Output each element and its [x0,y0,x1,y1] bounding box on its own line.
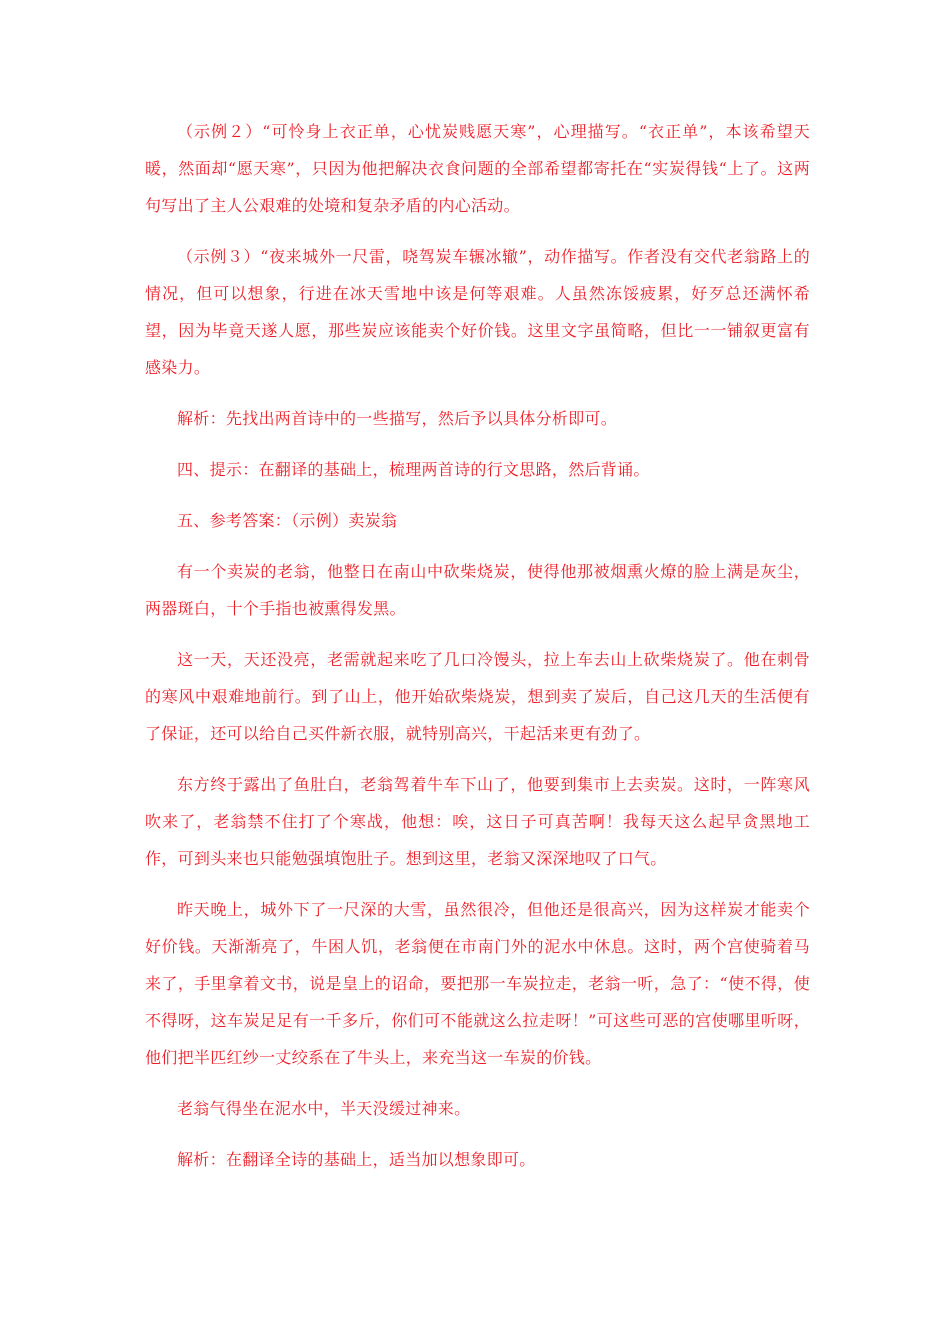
paragraph-story-3: 东方终于露出了鱼肚白，老翁驾着牛车下山了，他要到集市上去卖炭。这时，一阵寒风吹来了，老翁禁不住打了个寒战，他想：唉，这日子可真苦啊！我每天这么起早贪黑地工作，可到头来也只能勉强填饱肚子。想到这里，老翁又深深地叹了口气。 [145,775,810,868]
paragraph-answer-5-heading: 五、参考答案：（示例）卖炭翁 [177,511,398,530]
paragraph-tip-4: 四、提示：在翻译的基础上，梳理两首诗的行文思路，然后背诵。 [177,460,650,479]
document-page [145,113,810,1192]
paragraph-story-1: 有一个卖炭的老翁，他整日在南山中砍柴烧炭，使得他那被烟熏火燎的脸上满是灰尘，两器斑白，十个手指也被熏得发黑。 [145,562,810,618]
paragraph-story-2: 这一天，天还没亮，老需就起来吃了几口冷馒头，拉上车去山上砍柴烧炭了。他在刺骨的寒风中艰难地前行。到了山上，他开始砍柴烧炭，想到卖了炭后，自己这几天的生活便有了保证，还可以给自己买件新衣服，就特别高兴，干起活来更有劲了。 [145,650,810,743]
paragraph-story-5: 老翁气得坐在泥水中，半天没缓过神来。 [177,1099,471,1118]
paragraph-example-2: （示例２）“可怜身上衣正单，心忧炭贱愿天寒”，心理描写。“衣正单”，本该希望天暖，然面却“愿天寒”，只因为他把解决衣食问题的全部希望都寄托在“实炭得钱“上了。这两句写出了主人公艰难的处境和复杂矛盾的内心活动。 [145,122,810,215]
paragraph-example-3: （示例３）“夜来城外一尺雷，哓驾炭车辗冰辙”，动作描写。作者没有交代老翁路上的情况，但可以想象，行进在冰天雪地中该是何等艰难。人虽然冻馁疲累，好歹总还满怀希望，因为毕竟天遂人愿，那些炭应该能卖个好价钱。这里文字虽简略，但比一一铺叙更富有感染力。 [145,247,810,377]
paragraph-analysis-1: 解析：先找出两首诗中的一些描写，然后予以具体分析即可。 [177,409,618,428]
paragraph-analysis-2: 解析：在翻译全诗的基础上，适当加以想象即可。 [177,1150,536,1169]
paragraph-story-4: 昨天晚上，城外下了一尺深的大雪，虽然很冷，但他还是很高兴，因为这样炭才能卖个好价钱。天渐渐亮了，牛困人饥，老翁便在市南门外的泥水中休息。这时，两个宫使骑着马来了，手里拿着文书，说是皇上的诏命，要把那一车炭拉走，老翁一听，急了：“使不得，使不得呀，这车炭足足有一千多斤，你们可不能就这么拉走呀！”可这些可恶的宫使哪里听呀，他们把半匹红纱一丈绞系在了牛头上，来充当这一车炭的价钱。 [145,900,810,1067]
